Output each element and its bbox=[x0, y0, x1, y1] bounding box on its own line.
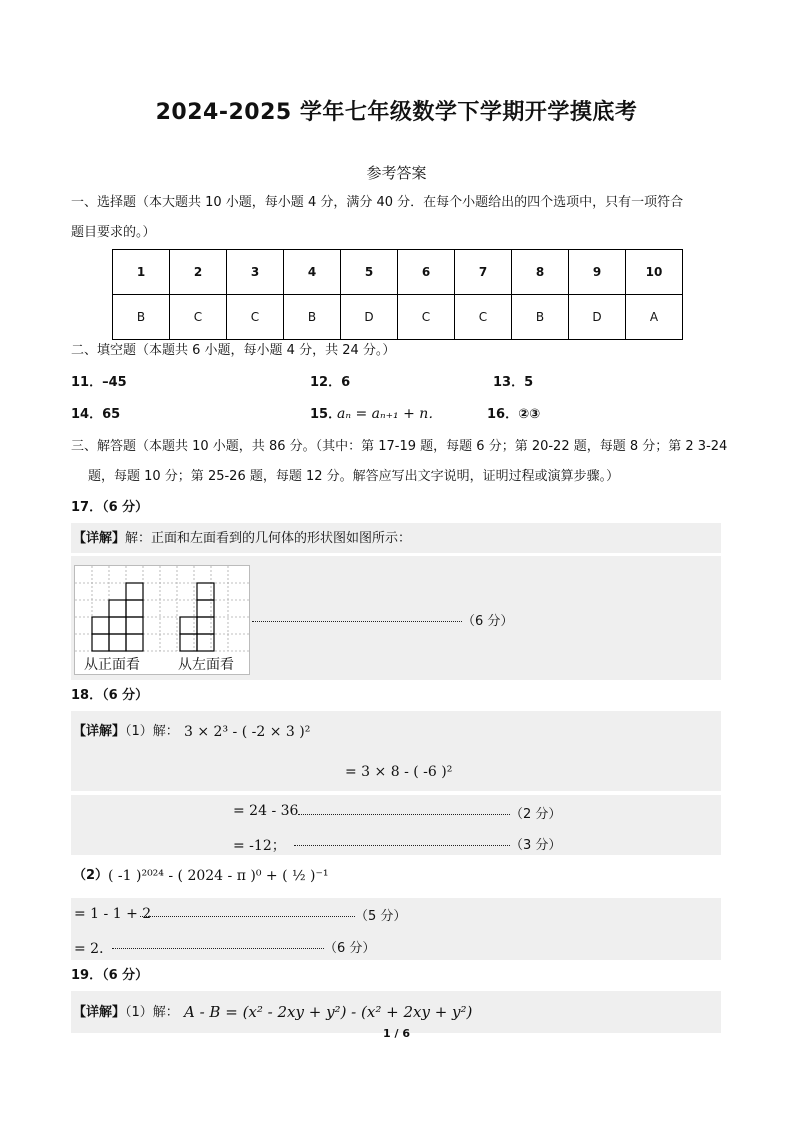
table-cell: C bbox=[398, 295, 455, 340]
section3-heading-line1: 三、解答题（本题共 10 小题，共 86 分。（其中：第 17-19 题，每题 6 分；第 20-22 题，每题 8 分；第 2 3-24 bbox=[71, 439, 728, 454]
table-cell: B bbox=[512, 295, 569, 340]
detail-tag: 【详解】 bbox=[73, 531, 126, 546]
table-cell: C bbox=[227, 295, 284, 340]
score-mark: （5 分） bbox=[355, 909, 407, 924]
q19-heading: 19．（6 分） bbox=[71, 968, 149, 983]
leader-dots bbox=[298, 813, 510, 815]
q18-score-line-3 bbox=[298, 803, 561, 822]
table-cell: C bbox=[170, 295, 227, 340]
three-view-figure bbox=[74, 565, 250, 675]
table-cell: 5 bbox=[341, 250, 398, 295]
fill-answer-11: 11．–45 bbox=[71, 375, 127, 390]
page-title: 2024-2025 学年七年级数学下学期开学摸底考 bbox=[155, 100, 638, 125]
left-view-shape bbox=[180, 583, 214, 651]
table-row-answers bbox=[113, 295, 683, 340]
choice-answer-table bbox=[112, 249, 683, 340]
q18-score-line-4 bbox=[294, 834, 561, 853]
caption-front-view: 从正面看 bbox=[84, 657, 140, 673]
fill-answer-13: 13．5 bbox=[493, 375, 534, 390]
table-cell: 10 bbox=[626, 250, 683, 295]
q18-score-line-7 bbox=[112, 937, 375, 956]
detail-tag: 【详解】 bbox=[73, 1005, 126, 1020]
q18-heading: 18．（6 分） bbox=[71, 688, 149, 703]
leader-dots bbox=[252, 620, 462, 622]
section3-heading-line2: 题，每题 10 分；第 25-26 题，每题 12 分。解答应写出文字说明，证明过程或演算步骤。） bbox=[88, 469, 620, 484]
table-cell: 8 bbox=[512, 250, 569, 295]
caption-left-view: 从左面看 bbox=[178, 657, 234, 673]
q19-part1-label bbox=[73, 1003, 179, 1023]
section2-heading: 二、填空题（本题共 6 小题，每小题 4 分，共 24 分。） bbox=[71, 343, 396, 358]
table-row-numbers bbox=[113, 250, 683, 295]
detail-text: 解：正面和左面看到的几何体的形状图如图所示： bbox=[125, 531, 412, 546]
table-cell: 7 bbox=[455, 250, 512, 295]
detail-tag: 【详解】 bbox=[73, 724, 126, 739]
score-mark: （3 分） bbox=[510, 838, 562, 853]
q18-part1-label bbox=[73, 722, 179, 742]
q18-expr-4: = -12； bbox=[233, 838, 286, 854]
table-cell: 2 bbox=[170, 250, 227, 295]
score-mark: （2 分） bbox=[510, 807, 562, 822]
leader-dots bbox=[112, 947, 324, 949]
leader-dots bbox=[140, 915, 355, 917]
table-cell: B bbox=[113, 295, 170, 340]
table-cell: D bbox=[341, 295, 398, 340]
table-cell: 3 bbox=[227, 250, 284, 295]
table-cell: 6 bbox=[398, 250, 455, 295]
table-cell: A bbox=[626, 295, 683, 340]
fill-answer-12: 12．6 bbox=[310, 375, 351, 390]
front-view-shape bbox=[92, 583, 143, 651]
score-mark: （6 分） bbox=[462, 614, 514, 629]
part-label: （1）解： bbox=[125, 1005, 179, 1020]
table-cell: 9 bbox=[569, 250, 626, 295]
q18-expr-5: ( -1 )²⁰²⁴ - ( 2024 - π )⁰ + ( ½ )⁻¹ bbox=[108, 868, 329, 884]
q18-expr-1: 3 × 2³ - ( -2 × 3 )² bbox=[184, 724, 311, 740]
leader-dots bbox=[294, 844, 510, 846]
q18-part2-label: （2） bbox=[73, 868, 109, 883]
page-number: 1 / 6 bbox=[383, 1027, 410, 1040]
table-cell: B bbox=[284, 295, 341, 340]
fill-answer-15-formula: aₙ = aₙ₊₁ + n． bbox=[337, 406, 443, 422]
fill-answer-14: 14．65 bbox=[71, 407, 121, 422]
q18-expr-7: = 2． bbox=[74, 941, 114, 957]
fill-answer-16: 16．②③ bbox=[487, 407, 541, 422]
fill-answer-15-label: 15． bbox=[310, 407, 342, 422]
q17-heading: 17．（6 分） bbox=[71, 500, 149, 515]
answer-key-subtitle: 参考答案 bbox=[366, 164, 427, 182]
table-cell: 4 bbox=[284, 250, 341, 295]
table-cell: C bbox=[455, 295, 512, 340]
q17-score-line bbox=[252, 610, 513, 629]
q19-expr-1: A - B = (x² - 2xy + y²) - (x² + 2xy + y²) bbox=[184, 1003, 473, 1021]
q17-detail-line bbox=[73, 529, 411, 549]
q18-expr-6: = 1 - 1 + 2 bbox=[74, 906, 152, 922]
table-cell: 1 bbox=[113, 250, 170, 295]
section1-heading-line1: 一、选择题（本大题共 10 小题，每小题 4 分，满分 40 分．在每个小题给出的四个选项中，只有一项符合 bbox=[71, 195, 684, 210]
table-cell: D bbox=[569, 295, 626, 340]
score-mark: （6 分） bbox=[324, 941, 376, 956]
part-label: （1）解： bbox=[125, 724, 179, 739]
q18-score-line-6 bbox=[140, 905, 406, 924]
q18-expr-2: = 3 × 8 - ( -6 )² bbox=[345, 764, 453, 780]
section1-heading-line2: 题目要求的。） bbox=[71, 225, 156, 240]
q18-expr-3: = 24 - 36 bbox=[233, 803, 299, 819]
